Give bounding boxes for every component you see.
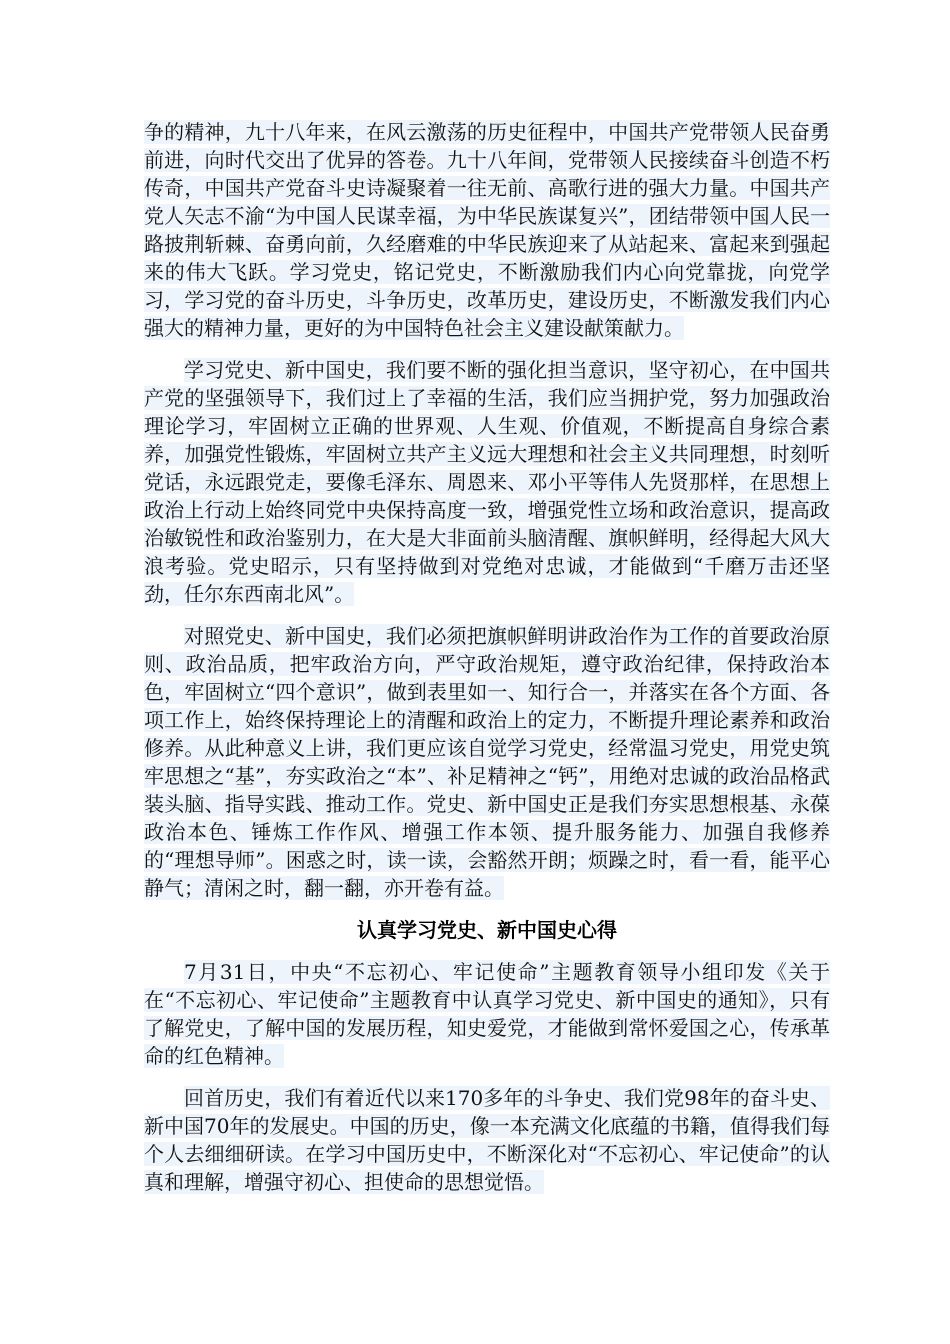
- paragraph-1: [144, 118, 830, 342]
- paragraph-5-text: 回首历史，我们有着近代以来170多年的斗争史、我们党98年的奋斗史、新中国70年的发展史。中国的历史，像一本充满文化底蕴的书籍，值得我们每个人去细细研读。在学习中国历史中，不断深化对“不忘初心、牢记使命”的认真和理解，增强守初心、担使命的思想觉悟。: [144, 1086, 830, 1194]
- paragraph-4-text: 7月31日，中央“不忘初心、牢记使命”主题教育领导小组印发《关于在“不忘初心、牢记使命”主题教育中认真学习党史、新中国史的通知》，只有了解党史，了解中国的发展历程，知史爱党，才能做到常怀爱国之心，传承革命的红色精神。: [144, 960, 830, 1068]
- paragraph-5: [144, 1084, 830, 1196]
- section-heading: 认真学习党史、新中国史心得: [357, 918, 617, 942]
- paragraph-4: [144, 958, 830, 1070]
- paragraph-1-text: 争的精神，九十八年来，在风云激荡的历史征程中，中国共产党带领人民奋勇前进，向时代交出了优异的答卷。九十八年间，党带领人民接续奋斗创造不朽传奇，中国共产党奋斗史诗凝聚着一往无前、高歌行进的强大力量。中国共产党人矢志不渝“为中国人民谋幸福，为中华民族谋复兴”，团结带领中国人民一路披荆斩棘、奋勇向前，久经磨难的中华民族迎来了从站起来、富起来到强起来的伟大飞跃。学习党史，铭记党史，不断激励我们内心向党靠拢，向党学习，学习党的奋斗历史，斗争历史，改革历史，建设历史，不断激发我们内心强大的精神力量，更好的为中国特色社会主义建设献策献力。: [144, 120, 830, 340]
- document-page: [144, 118, 830, 1210]
- paragraph-2: [144, 356, 830, 608]
- paragraph-3-text: 对照党史、新中国史，我们必须把旗帜鲜明讲政治作为工作的首要政治原则、政治品质，把牢政治方向，严守政治规矩，遵守政治纪律，保持政治本色，牢固树立“四个意识”，做到表里如一、知行合一，并落实在各个方面、各项工作上，始终保持理论上的清醒和政治上的定力，不断提升理论素养和政治修养。从此种意义上讲，我们更应该自觉学习党史，经常温习党史，用党史筑牢思想之“基”，夯实政治之“本”、补足精神之“钙”，用绝对忠诚的政治品格武装头脑、指导实践、推动工作。党史、新中国史正是我们夯实思想根基、永葆政治本色、锤炼工作作风、增强工作本领、提升服务能力、加强自我修养的“理想导师”。困惑之时，读一读，会豁然开朗；烦躁之时，看一看，能平心静气；清闲之时，翻一翻，亦开卷有益。: [144, 624, 830, 900]
- paragraph-2-text: 学习党史、新中国史，我们要不断的强化担当意识，坚守初心，在中国共产党的坚强领导下，我们过上了幸福的生活，我们应当拥护党，努力加强政治理论学习，牢固树立正确的世界观、人生观、价值观，不断提高自身综合素养，加强党性锻炼，牢固树立共产主义远大理想和社会主义共同理想，时刻听党话，永远跟党走，要像毛泽东、周恩来、邓小平等伟人先贤那样，在思想上政治上行动上始终同党中央保持高度一致，增强党性立场和政治意识，提高政治敏锐性和政治鉴别力，在大是大非面前头脑清醒、旗帜鲜明，经得起大风大浪考验。党史昭示，只有坚持做到对党绝对忠诚，才能做到“千磨万击还坚劲，任尔东西南北风”。: [144, 358, 830, 606]
- paragraph-3: [144, 622, 830, 902]
